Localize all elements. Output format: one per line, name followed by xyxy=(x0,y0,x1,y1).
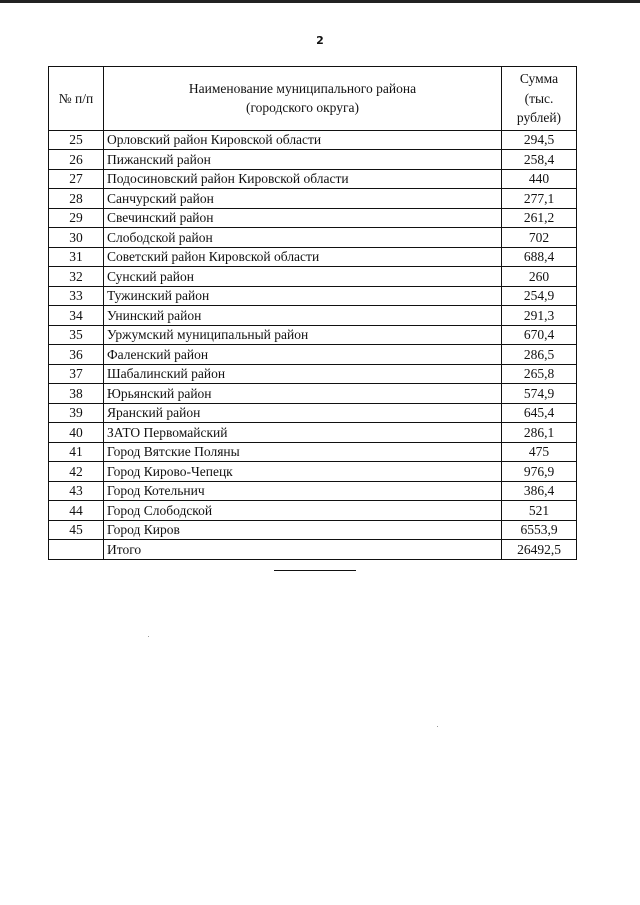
table-row xyxy=(49,267,577,287)
closing-line xyxy=(274,570,356,571)
row-name-cell: Яранский район xyxy=(104,403,502,423)
row-sum-cell: 260 xyxy=(502,267,577,287)
table-row xyxy=(49,384,577,404)
row-number-cell: 42 xyxy=(49,462,104,482)
row-sum-cell: 386,4 xyxy=(502,481,577,501)
row-name-cell: Фаленский район xyxy=(104,345,502,365)
table-header-row xyxy=(49,67,577,131)
row-sum-cell: 645,4 xyxy=(502,403,577,423)
table-row xyxy=(49,462,577,482)
table-row-total xyxy=(49,540,577,560)
table-row xyxy=(49,286,577,306)
row-number-cell: 27 xyxy=(49,169,104,189)
row-sum-cell: 286,5 xyxy=(502,345,577,365)
header-name-line2: (городского округа) xyxy=(245,100,360,116)
row-name-cell: Город Кирово-Чепецк xyxy=(104,462,502,482)
row-name-cell: Сунский район xyxy=(104,267,502,287)
row-number-cell: 31 xyxy=(49,247,104,267)
row-name-cell: Свечинский район xyxy=(104,208,502,228)
table-row xyxy=(49,208,577,228)
header-sum-line2: (тыс. рублей) xyxy=(516,90,562,126)
row-number-cell: 33 xyxy=(49,286,104,306)
row-number-cell: 39 xyxy=(49,403,104,423)
row-sum-cell: 702 xyxy=(502,228,577,248)
row-sum-cell: 254,9 xyxy=(502,286,577,306)
table-row xyxy=(49,189,577,209)
row-name-cell: Подосиновский район Кировской области xyxy=(104,169,502,189)
row-sum-cell: 521 xyxy=(502,501,577,521)
page-number: 2 xyxy=(316,34,324,47)
row-sum-cell: 291,3 xyxy=(502,306,577,326)
table-row xyxy=(49,403,577,423)
row-sum-cell: 261,2 xyxy=(502,208,577,228)
table-row xyxy=(49,150,577,170)
row-name-cell: Юрьянский район xyxy=(104,384,502,404)
scan-speck xyxy=(437,726,438,727)
table-row xyxy=(49,423,577,443)
row-name-cell: Шабалинский район xyxy=(104,364,502,384)
scan-speck xyxy=(148,636,149,637)
budget-table xyxy=(48,66,577,560)
table-row xyxy=(49,442,577,462)
row-number-cell: 44 xyxy=(49,501,104,521)
header-sum-line1: Сумма xyxy=(519,71,559,86)
table-row xyxy=(49,501,577,521)
row-name-cell: Пижанский район xyxy=(104,150,502,170)
row-number-cell: 45 xyxy=(49,520,104,540)
table-body xyxy=(49,130,577,559)
header-name-line1: Наименование муниципального района xyxy=(188,80,417,96)
row-sum-cell: 574,9 xyxy=(502,384,577,404)
row-number-cell: 29 xyxy=(49,208,104,228)
header-name xyxy=(104,67,502,131)
row-number-cell: 32 xyxy=(49,267,104,287)
row-number-cell: 35 xyxy=(49,325,104,345)
row-number-cell: 30 xyxy=(49,228,104,248)
header-sum xyxy=(502,67,577,131)
table-row xyxy=(49,169,577,189)
table-row xyxy=(49,306,577,326)
row-sum-cell: 440 xyxy=(502,169,577,189)
table-row xyxy=(49,130,577,150)
table-row xyxy=(49,325,577,345)
row-name-cell: Город Киров xyxy=(104,520,502,540)
row-name-cell: Город Слободской xyxy=(104,501,502,521)
table-row xyxy=(49,481,577,501)
row-sum-cell: 688,4 xyxy=(502,247,577,267)
row-sum-cell: 475 xyxy=(502,442,577,462)
row-sum-cell: 286,1 xyxy=(502,423,577,443)
row-sum-cell: 277,1 xyxy=(502,189,577,209)
row-sum-cell: 976,9 xyxy=(502,462,577,482)
row-number-cell: 38 xyxy=(49,384,104,404)
row-name-cell: Уржумский муниципальный район xyxy=(104,325,502,345)
row-number-cell: 26 xyxy=(49,150,104,170)
table-row xyxy=(49,228,577,248)
top-border-line xyxy=(0,0,640,3)
table-row xyxy=(49,364,577,384)
row-name-cell: Орловский район Кировской области xyxy=(104,130,502,150)
total-number-cell xyxy=(49,540,104,560)
row-name-cell: Санчурский район xyxy=(104,189,502,209)
row-name-cell: Город Вятские Поляны xyxy=(104,442,502,462)
row-name-cell: Унинский район xyxy=(104,306,502,326)
row-number-cell: 41 xyxy=(49,442,104,462)
row-number-cell: 36 xyxy=(49,345,104,365)
row-name-cell: Город Котельнич xyxy=(104,481,502,501)
table-row xyxy=(49,345,577,365)
table-row xyxy=(49,520,577,540)
header-number: № п/п xyxy=(49,67,104,131)
row-name-cell: Советский район Кировской области xyxy=(104,247,502,267)
total-label-cell: Итого xyxy=(104,540,502,560)
row-number-cell: 37 xyxy=(49,364,104,384)
row-number-cell: 43 xyxy=(49,481,104,501)
row-sum-cell: 265,8 xyxy=(502,364,577,384)
row-name-cell: Тужинский район xyxy=(104,286,502,306)
row-sum-cell: 258,4 xyxy=(502,150,577,170)
row-name-cell: Слободской район xyxy=(104,228,502,248)
row-number-cell: 28 xyxy=(49,189,104,209)
row-sum-cell: 6553,9 xyxy=(502,520,577,540)
row-number-cell: 25 xyxy=(49,130,104,150)
row-sum-cell: 670,4 xyxy=(502,325,577,345)
table-row xyxy=(49,247,577,267)
row-number-cell: 40 xyxy=(49,423,104,443)
total-sum-cell: 26492,5 xyxy=(502,540,577,560)
row-sum-cell: 294,5 xyxy=(502,130,577,150)
row-name-cell: ЗАТО Первомайский xyxy=(104,423,502,443)
row-number-cell: 34 xyxy=(49,306,104,326)
